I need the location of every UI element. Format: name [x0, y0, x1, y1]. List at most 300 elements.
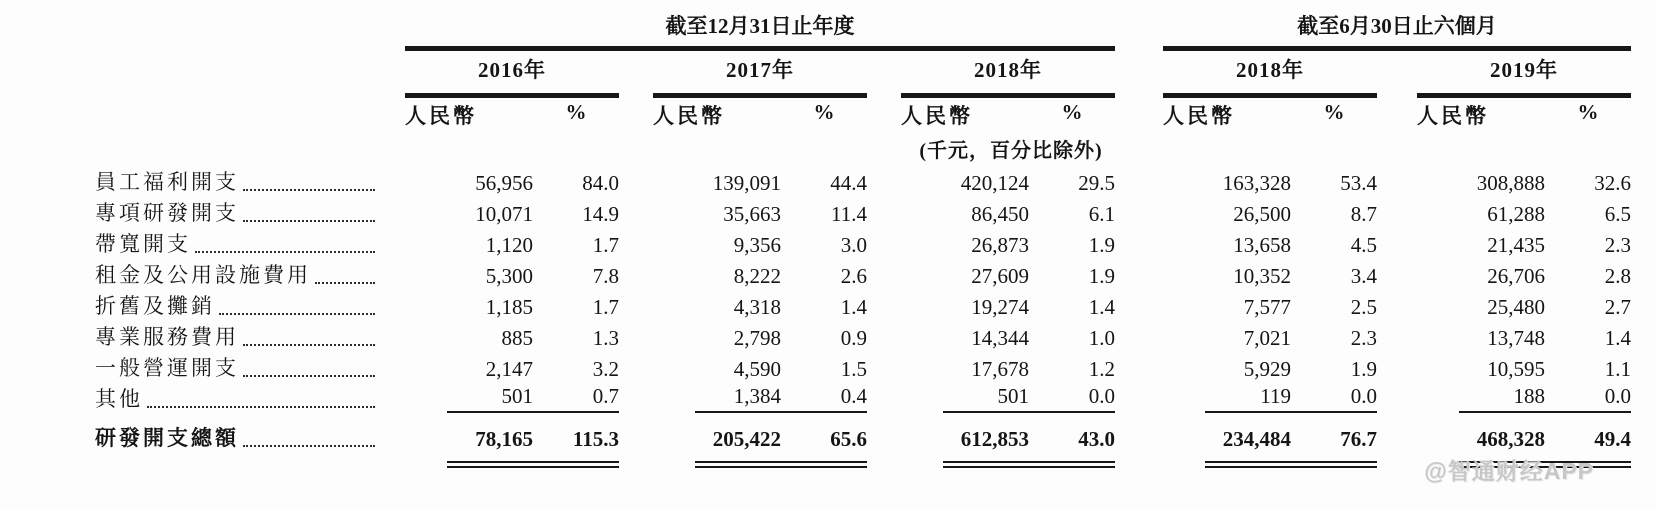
dot-leader	[243, 189, 375, 191]
double-rule	[943, 461, 1029, 468]
rmb-cell	[1417, 264, 1545, 289]
cell-value: 10,071	[475, 202, 533, 226]
rmb-cell	[653, 233, 781, 258]
year-group	[1417, 233, 1631, 258]
pct-cell	[1291, 202, 1377, 227]
double-rule	[447, 461, 533, 468]
pct-cell	[1029, 202, 1115, 227]
year-header-row	[95, 51, 1631, 93]
pct-cell	[1291, 357, 1377, 382]
cell-value: 1.5	[840, 357, 867, 381]
cell-value: 8,222	[733, 264, 781, 288]
pct-cell	[781, 427, 867, 452]
pct-cell	[533, 357, 619, 382]
cell-value: 0.4	[781, 384, 867, 413]
cell-value: 1.1	[1604, 357, 1631, 381]
year-group	[653, 326, 867, 351]
cell-value: 32.6	[1594, 171, 1631, 195]
cell-value: 1,185	[485, 295, 533, 319]
pct-cell	[1029, 171, 1115, 196]
year-group	[1163, 233, 1377, 258]
year-group	[901, 326, 1115, 351]
cell-value: 7.8	[592, 264, 619, 288]
double-rule	[695, 461, 781, 468]
pct-cell	[781, 264, 867, 289]
section-interim	[1163, 10, 1631, 40]
pct-cell	[533, 171, 619, 196]
cell-value: 2.5	[1350, 295, 1377, 319]
cell-value: 0.7	[533, 384, 619, 413]
cell-value: 115.3	[572, 427, 619, 451]
rmb-cell	[901, 357, 1029, 382]
year-group	[405, 326, 619, 351]
rmb-cell	[653, 326, 781, 351]
year-group	[405, 202, 619, 227]
pct-cell	[1291, 427, 1377, 452]
year-group	[1163, 264, 1377, 289]
dot-leader	[243, 344, 375, 346]
rmb-cell	[405, 233, 533, 258]
year-group	[901, 264, 1115, 289]
year-group	[1163, 295, 1377, 320]
year-rule	[405, 93, 619, 98]
year-group	[1417, 427, 1631, 452]
pct-cell	[533, 202, 619, 227]
rmb-cell	[1163, 264, 1291, 289]
year-group	[1163, 357, 1377, 382]
double-rule	[1029, 461, 1115, 468]
year-group	[405, 427, 619, 452]
subheader-rmb: 人民幣	[901, 104, 973, 128]
dot-leader	[315, 282, 375, 284]
double-rule	[781, 461, 867, 468]
cell-value: 0.0	[1029, 384, 1115, 413]
cell-value: 2.8	[1604, 264, 1631, 288]
cell-value: 234,484	[1222, 427, 1291, 451]
total-row	[95, 417, 1631, 455]
cell-value: 6.5	[1604, 202, 1631, 226]
cell-value: 7,021	[1243, 326, 1291, 350]
pct-cell	[1545, 233, 1631, 258]
year-group	[653, 264, 867, 289]
cell-value: 3.4	[1350, 264, 1377, 288]
unit-note-row	[95, 134, 1631, 168]
subheader-pct: %	[1577, 100, 1599, 124]
cell-value: 420,124	[960, 171, 1029, 195]
cell-value: 27,609	[971, 264, 1029, 288]
rmb-cell	[1417, 326, 1545, 351]
cell-value: 0.0	[1545, 384, 1631, 413]
cell-value: 65.6	[830, 427, 867, 451]
cell-value: 2.7	[1604, 295, 1631, 319]
cell-value: 1.4	[1604, 326, 1631, 350]
cell-value: 13,748	[1487, 326, 1545, 350]
cell-value: 29.5	[1078, 171, 1115, 195]
year-group	[653, 295, 867, 320]
cell-value: 2.3	[1604, 233, 1631, 257]
rmb-cell	[901, 202, 1029, 227]
cell-value: 53.4	[1340, 171, 1377, 195]
subheader-rmb: 人民幣	[653, 104, 725, 128]
pct-cell	[533, 233, 619, 258]
cell-value: 6.1	[1088, 202, 1115, 226]
row-label-cell	[95, 321, 405, 351]
subheader-pct: %	[813, 100, 835, 124]
subheader-rmb: 人民幣	[1163, 104, 1235, 128]
dot-leader	[147, 406, 375, 408]
cell-value: 139,091	[712, 171, 781, 195]
pct-cell	[1291, 264, 1377, 289]
pct-cell	[533, 427, 619, 452]
pct-cell	[781, 384, 867, 413]
cell-value: 4,318	[733, 295, 781, 319]
cell-value: 1,120	[485, 233, 533, 257]
cell-value: 1.0	[1088, 326, 1115, 350]
rmb-cell	[405, 295, 533, 320]
pct-cell	[1291, 326, 1377, 351]
year-group	[1163, 326, 1377, 351]
row-label-cell	[95, 290, 405, 320]
rmb-cell	[653, 295, 781, 320]
pct-cell	[1545, 384, 1631, 413]
pct-cell	[781, 357, 867, 382]
dot-leader	[219, 313, 375, 315]
cell-value: 2.6	[840, 264, 867, 288]
rmb-cell	[901, 295, 1029, 320]
year-group	[1417, 264, 1631, 289]
cell-value: 2,798	[733, 326, 781, 350]
table-row	[95, 323, 1631, 354]
rmb-cell	[405, 427, 533, 452]
year-group	[405, 357, 619, 382]
double-rule	[1291, 461, 1377, 468]
year-group	[901, 295, 1115, 320]
year-group	[1417, 202, 1631, 227]
year-group	[1163, 384, 1377, 413]
row-label: 租金及公用設施費用	[95, 263, 311, 287]
rmb-cell	[901, 233, 1029, 258]
cell-value: 4,590	[733, 357, 781, 381]
cell-value: 2,147	[485, 357, 533, 381]
rmb-cell	[653, 171, 781, 196]
year-group	[1163, 427, 1377, 452]
pct-cell	[781, 326, 867, 351]
year-group	[653, 233, 867, 258]
year-group	[901, 427, 1115, 452]
cell-value: 1.9	[1088, 233, 1115, 257]
row-label-cell	[95, 383, 405, 413]
year-group	[1417, 357, 1631, 382]
double-rule	[533, 461, 619, 468]
year-group	[901, 233, 1115, 258]
rmb-cell	[901, 264, 1029, 289]
section-title-interim: 截至6月30日止六個月	[1297, 14, 1497, 38]
cell-value: 2.3	[1350, 326, 1377, 350]
cell-value: 1,384	[695, 384, 781, 413]
year-rule	[901, 93, 1115, 98]
cell-value: 501	[943, 384, 1029, 413]
rmb-cell	[1163, 233, 1291, 258]
watermark: @智通财经APP	[1424, 458, 1594, 484]
row-label: 帶寬開支	[95, 232, 191, 256]
year-header-2019-interim: 2019年	[1490, 58, 1558, 82]
cell-value: 10,352	[1233, 264, 1291, 288]
rmb-cell	[653, 357, 781, 382]
row-label-cell	[95, 259, 405, 289]
rmb-cell	[405, 202, 533, 227]
cell-value: 26,500	[1233, 202, 1291, 226]
cell-value: 3.0	[840, 233, 867, 257]
cell-value: 5,300	[485, 264, 533, 288]
year-group	[901, 202, 1115, 227]
table-row	[95, 199, 1631, 230]
row-label: 研發開支總額	[95, 426, 239, 450]
year-rule	[1163, 93, 1377, 98]
year-group	[653, 171, 867, 196]
dot-leader	[243, 375, 375, 377]
cell-value: 1.4	[840, 295, 867, 319]
cell-value: 21,435	[1487, 233, 1545, 257]
table-row	[95, 292, 1631, 323]
year-header-2018-interim: 2018年	[1236, 58, 1304, 82]
row-label: 折舊及攤銷	[95, 294, 215, 318]
section-rule-interim	[1163, 46, 1631, 51]
rmb-cell	[901, 326, 1029, 351]
cell-value: 86,450	[971, 202, 1029, 226]
subheader-rmb: 人民幣	[405, 104, 477, 128]
cell-value: 4.5	[1350, 233, 1377, 257]
year-group	[901, 171, 1115, 196]
year-group	[405, 264, 619, 289]
cell-value: 205,422	[712, 427, 781, 451]
cell-value: 1.9	[1088, 264, 1115, 288]
total-double-rule-row	[95, 461, 1631, 468]
cell-value: 35,663	[723, 202, 781, 226]
pct-cell	[1291, 295, 1377, 320]
rmb-cell	[1417, 202, 1545, 227]
year-header-2016: 2016年	[478, 58, 546, 82]
cell-value: 61,288	[1487, 202, 1545, 226]
section-title-row	[95, 6, 1631, 46]
pct-cell	[1029, 295, 1115, 320]
rmb-cell	[1417, 295, 1545, 320]
rmb-cell	[901, 171, 1029, 196]
pct-cell	[1545, 357, 1631, 382]
row-label-cell	[95, 166, 405, 196]
row-label-cell	[95, 352, 405, 382]
rmb-cell	[1163, 384, 1291, 413]
rmb-cell	[405, 326, 533, 351]
cell-value: 19,274	[971, 295, 1029, 319]
cell-value: 14,344	[971, 326, 1029, 350]
row-label-cell	[95, 422, 405, 452]
row-label: 其他	[95, 387, 143, 411]
cell-value: 612,853	[960, 427, 1029, 451]
year-group	[1417, 171, 1631, 196]
row-label-cell	[95, 228, 405, 258]
section-annual	[405, 10, 1115, 40]
year-group	[1163, 171, 1377, 196]
row-label-cell	[95, 197, 405, 227]
pct-cell	[1545, 171, 1631, 196]
subheader-pct: %	[1323, 100, 1345, 124]
subheader-pct: %	[1061, 100, 1083, 124]
cell-value: 0.9	[840, 326, 867, 350]
rd-expense-table	[95, 6, 1631, 468]
cell-value: 8.7	[1350, 202, 1377, 226]
year-group	[405, 233, 619, 258]
rmb-cell	[653, 202, 781, 227]
year-group	[1163, 202, 1377, 227]
year-group	[901, 357, 1115, 382]
year-group	[405, 384, 619, 413]
pct-cell	[1029, 384, 1115, 413]
pct-cell	[1545, 295, 1631, 320]
cell-value: 119	[1205, 384, 1291, 413]
rmb-cell	[653, 427, 781, 452]
rmb-cell	[1163, 357, 1291, 382]
cell-value: 25,480	[1487, 295, 1545, 319]
section-rule-annual	[405, 46, 1115, 51]
rmb-cell	[653, 384, 781, 413]
table-row	[95, 354, 1631, 385]
cell-value: 1.7	[592, 233, 619, 257]
cell-value: 14.9	[582, 202, 619, 226]
year-rule	[653, 93, 867, 98]
pct-cell	[781, 233, 867, 258]
rmb-cell	[1417, 427, 1545, 452]
rmb-cell	[1417, 357, 1545, 382]
table-row	[95, 230, 1631, 261]
rmb-cell	[405, 264, 533, 289]
cell-value: 78,165	[475, 427, 533, 451]
pct-cell	[1545, 264, 1631, 289]
rmb-cell	[1163, 295, 1291, 320]
pct-cell	[533, 264, 619, 289]
cell-value: 26,706	[1487, 264, 1545, 288]
rmb-cell	[1163, 202, 1291, 227]
pct-cell	[533, 384, 619, 413]
pct-cell	[1029, 427, 1115, 452]
cell-value: 1.9	[1350, 357, 1377, 381]
subheader-row	[95, 98, 1631, 134]
cell-value: 468,328	[1476, 427, 1545, 451]
cell-value: 5,929	[1243, 357, 1291, 381]
unit-note: (千元，百分比除外)	[919, 140, 1103, 162]
row-label: 專項研發開支	[95, 201, 239, 225]
row-label: 一般營運開支	[95, 356, 239, 380]
cell-value: 26,873	[971, 233, 1029, 257]
pct-cell	[1291, 233, 1377, 258]
pct-cell	[1291, 384, 1377, 413]
cell-value: 501	[447, 384, 533, 413]
subheader-pct: %	[565, 100, 587, 124]
pct-cell	[781, 171, 867, 196]
cell-value: 1.4	[1088, 295, 1115, 319]
cell-value: 11.4	[831, 202, 867, 226]
cell-value: 1.7	[592, 295, 619, 319]
pct-cell	[1545, 326, 1631, 351]
rmb-cell	[901, 427, 1029, 452]
rmb-cell	[1417, 171, 1545, 196]
table-row	[95, 385, 1631, 416]
pct-cell	[1029, 326, 1115, 351]
section-title-annual: 截至12月31日止年度	[665, 14, 855, 38]
pct-cell	[1029, 264, 1115, 289]
cell-value: 0.0	[1291, 384, 1377, 413]
cell-value: 10,595	[1487, 357, 1545, 381]
cell-value: 1.3	[592, 326, 619, 350]
year-header-2018: 2018年	[974, 58, 1042, 82]
pct-cell	[781, 202, 867, 227]
table-row	[95, 168, 1631, 199]
table-row	[95, 261, 1631, 292]
pct-cell	[533, 326, 619, 351]
year-header-2017: 2017年	[726, 58, 794, 82]
year-group	[405, 295, 619, 320]
pct-cell	[1029, 233, 1115, 258]
rmb-cell	[901, 384, 1029, 413]
cell-value: 188	[1459, 384, 1545, 413]
cell-value: 7,577	[1243, 295, 1291, 319]
row-label: 專業服務費用	[95, 325, 239, 349]
rmb-cell	[405, 171, 533, 196]
year-group	[653, 427, 867, 452]
year-group	[653, 202, 867, 227]
pct-cell	[1291, 171, 1377, 196]
rmb-cell	[653, 264, 781, 289]
rmb-cell	[405, 357, 533, 382]
rmb-cell	[1417, 233, 1545, 258]
year-group	[405, 171, 619, 196]
year-group	[901, 384, 1115, 413]
dot-leader	[195, 251, 375, 253]
cell-value: 163,328	[1222, 171, 1291, 195]
row-label: 員工福利開支	[95, 170, 239, 194]
year-group	[653, 357, 867, 382]
dot-leader	[243, 220, 375, 222]
cell-value: 84.0	[582, 171, 619, 195]
cell-value: 44.4	[830, 171, 867, 195]
subheader-rmb: 人民幣	[1417, 104, 1489, 128]
cell-value: 13,658	[1233, 233, 1291, 257]
rmb-cell	[1163, 326, 1291, 351]
year-rule	[1417, 93, 1631, 98]
pct-cell	[1545, 427, 1631, 452]
year-group	[1417, 326, 1631, 351]
rmb-cell	[1163, 427, 1291, 452]
cell-value: 308,888	[1476, 171, 1545, 195]
year-group	[1417, 295, 1631, 320]
cell-value: 1.2	[1088, 357, 1115, 381]
cell-value: 885	[501, 326, 533, 350]
rmb-cell	[1417, 384, 1545, 413]
pct-cell	[781, 295, 867, 320]
table-body	[95, 168, 1631, 455]
dot-leader	[243, 445, 375, 447]
cell-value: 9,356	[733, 233, 781, 257]
pct-cell	[1545, 202, 1631, 227]
cell-value: 17,678	[971, 357, 1029, 381]
double-rule	[1205, 461, 1291, 468]
rmb-cell	[1163, 171, 1291, 196]
cell-value: 43.0	[1078, 427, 1115, 451]
cell-value: 56,956	[475, 171, 533, 195]
cell-value: 76.7	[1340, 427, 1377, 451]
pct-cell	[533, 295, 619, 320]
year-group	[1417, 384, 1631, 413]
pct-cell	[1029, 357, 1115, 382]
